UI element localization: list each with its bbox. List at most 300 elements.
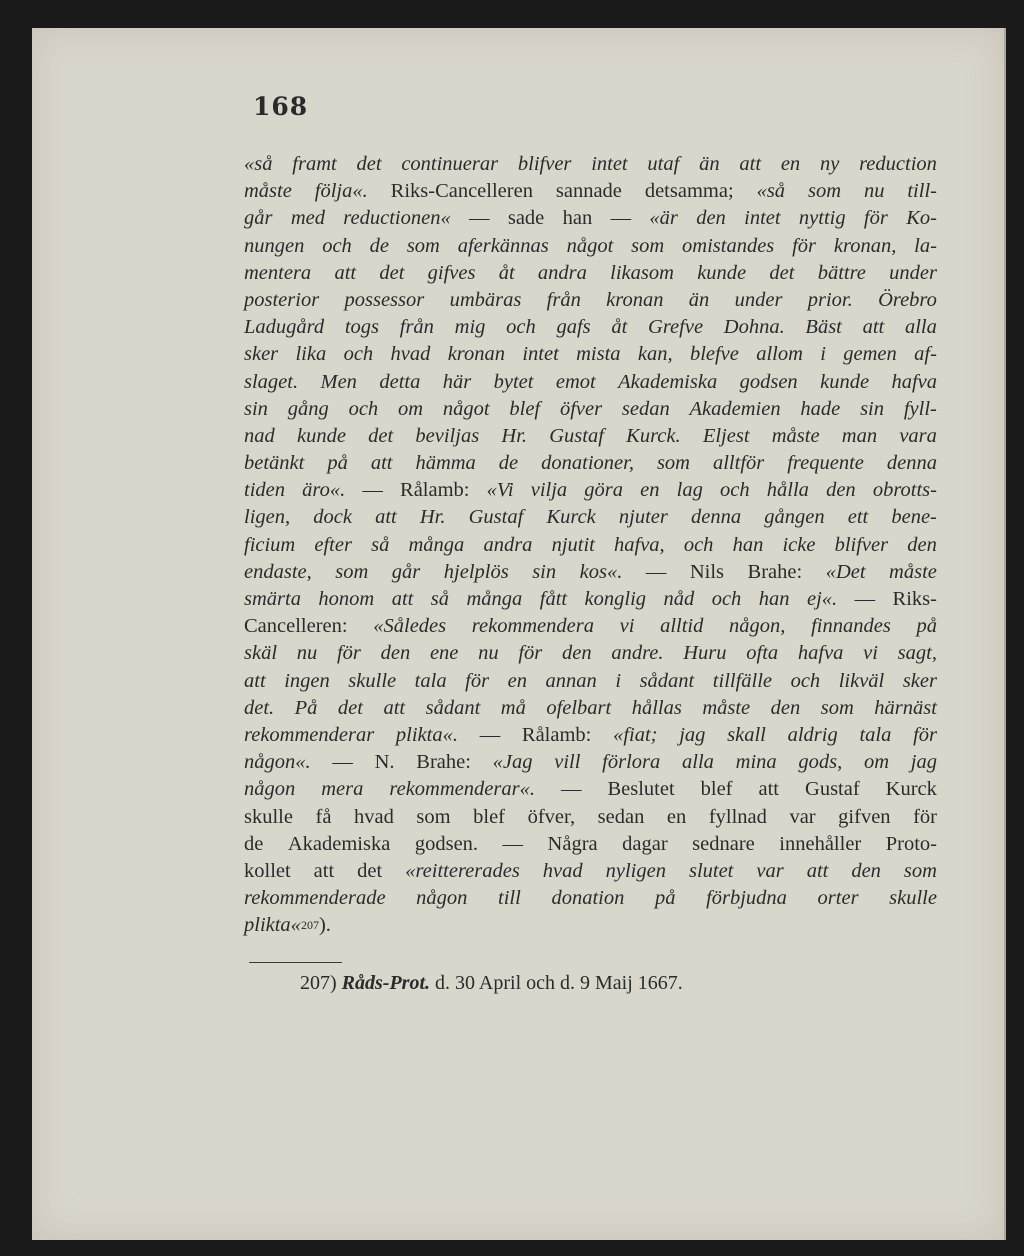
word: någon [416, 887, 468, 910]
word: frequente [787, 452, 864, 475]
word: för [913, 723, 937, 746]
word: hållas [631, 696, 682, 719]
word: sådant [639, 669, 695, 692]
word: i [820, 343, 826, 366]
text-line [244, 912, 937, 939]
word: Hr. [501, 424, 528, 447]
word: göra [584, 479, 624, 502]
word: rekommendera [471, 615, 594, 638]
word: kan, [637, 343, 673, 366]
text-line [244, 260, 937, 287]
text-line [244, 776, 937, 803]
word: hade [800, 397, 841, 420]
text-line [244, 396, 937, 423]
word: gifven [838, 805, 891, 828]
word: Akademiska [618, 370, 718, 393]
word: — [479, 723, 501, 746]
word: hjelplös [443, 560, 509, 583]
word: att [806, 859, 829, 882]
word: nu [863, 180, 885, 203]
word: att [244, 669, 266, 692]
word: på [654, 887, 676, 910]
word: skulle [244, 805, 293, 828]
word: ny [819, 153, 840, 175]
text-line [244, 695, 937, 722]
word: vi [863, 642, 878, 665]
word: kos«. [579, 560, 623, 583]
body-text [244, 151, 937, 939]
word: posterior [244, 288, 320, 311]
word: under [889, 261, 937, 284]
word: någon [244, 778, 296, 801]
word: går [391, 560, 421, 583]
word: emot [555, 370, 596, 393]
word: Kurck. [626, 424, 681, 447]
word: för [863, 207, 888, 230]
word: lag [676, 479, 703, 502]
word: nad [244, 424, 275, 447]
word: likväl [838, 669, 885, 692]
word: mig [454, 316, 486, 339]
text-line [244, 287, 937, 314]
word: att [334, 261, 357, 284]
word: och [322, 234, 352, 257]
word: rekommenderar«. [389, 778, 535, 801]
word: än [688, 288, 710, 311]
word: förlora [602, 751, 661, 774]
word: skulle [348, 669, 397, 692]
text-line [244, 668, 937, 695]
word: njuter [618, 506, 668, 529]
word: hvad [390, 343, 431, 366]
word: det [769, 261, 795, 284]
word: kunde [697, 261, 747, 284]
footnote [300, 972, 683, 995]
word: för [913, 805, 937, 828]
word: hafva [797, 642, 844, 665]
word: sagt, [897, 642, 937, 665]
word: — [854, 588, 876, 610]
word: kunde [296, 424, 346, 447]
word: fyllnad [708, 805, 767, 828]
word: bytet [493, 370, 534, 393]
word: härnäst [874, 696, 937, 719]
word: som [807, 180, 842, 203]
word: endaste, [244, 560, 312, 583]
word: och [343, 343, 374, 366]
word: tala [859, 723, 892, 746]
word: måste [702, 696, 751, 719]
word: betänkt [244, 452, 305, 475]
word: fått [539, 588, 568, 610]
word: kronan [606, 288, 664, 311]
word: måste [244, 180, 292, 203]
word: skäl [244, 642, 278, 665]
word: det [368, 424, 394, 447]
word: för [336, 642, 361, 665]
word: innehåller [779, 832, 862, 855]
word: de [369, 234, 389, 257]
word: Proto- [885, 832, 937, 855]
word: att [739, 153, 762, 175]
word: slaget. [244, 370, 299, 393]
word: för [792, 234, 817, 257]
word: på [327, 452, 348, 475]
word: «så [756, 180, 786, 203]
word: orter [817, 887, 859, 910]
word: plikta«. [395, 723, 458, 746]
word: donationer, [541, 452, 634, 475]
word: den [562, 642, 592, 665]
word: som [903, 859, 937, 882]
text-line [244, 341, 937, 368]
word: Ladugård [244, 316, 325, 339]
footnote-divider [249, 962, 342, 963]
word: ene [429, 642, 459, 665]
word: — [469, 207, 490, 230]
word: alltför [712, 452, 765, 475]
word: till- [907, 180, 937, 203]
word: den [851, 859, 881, 882]
word: och [683, 533, 714, 556]
word: gifves [427, 261, 476, 284]
word: många [408, 533, 465, 556]
word: förbjudna [706, 887, 787, 910]
word: man [841, 424, 878, 447]
text-line [244, 178, 937, 205]
word: Nils [689, 560, 725, 583]
word: bene- [891, 506, 937, 529]
text-line [244, 559, 937, 586]
word: en [640, 479, 660, 502]
word: om [863, 751, 890, 774]
word: den [770, 696, 801, 719]
word: något [566, 234, 614, 257]
word: hafva, [614, 533, 665, 556]
word: ligen, [244, 506, 291, 529]
word: sedan [597, 805, 645, 828]
word: det [356, 153, 382, 175]
word: godsen. [414, 832, 479, 855]
word: mina [735, 751, 777, 774]
word: «Således [373, 615, 447, 638]
word: han [758, 588, 790, 610]
word: reduction [859, 153, 937, 175]
word: Gustaf [805, 778, 860, 801]
text-line [244, 369, 937, 396]
word: vilja [530, 479, 568, 502]
word: sker [244, 343, 279, 366]
word: sker [902, 669, 937, 692]
word: Akademiska [287, 832, 391, 855]
text-line [244, 450, 937, 477]
word: som [406, 234, 440, 257]
word: kunde [820, 370, 870, 393]
word: var [789, 805, 816, 828]
word: att [758, 778, 780, 801]
word: Rålamb: [521, 723, 592, 746]
word: den [380, 642, 411, 665]
word: godsen [739, 370, 798, 393]
text-line [244, 858, 937, 885]
word: utaf [647, 153, 680, 175]
word: måste [889, 560, 937, 583]
word: ingen [284, 669, 330, 692]
word: umbäras [449, 288, 522, 311]
word: att [862, 316, 885, 339]
word: continuerar [401, 153, 499, 175]
word: allom [756, 343, 803, 366]
word: blef [473, 805, 506, 828]
word: bättre [817, 261, 866, 284]
word: det [357, 859, 383, 882]
word: «reittererades [405, 859, 520, 882]
word: lika [295, 343, 327, 366]
word: med [290, 207, 325, 230]
word: likasom [610, 261, 674, 284]
word: Riks- [892, 588, 937, 610]
word: i [615, 669, 622, 692]
word: till [498, 887, 521, 910]
word: reductionen« [343, 207, 451, 230]
word: Brahe: [747, 560, 803, 583]
word: skulle [889, 887, 937, 910]
word: denna [691, 506, 742, 529]
word: det. [244, 696, 275, 719]
word: togs [344, 316, 380, 339]
word: det [379, 261, 405, 284]
word: intet [522, 343, 559, 366]
word: intet [744, 207, 781, 230]
word: här [442, 370, 472, 393]
word: konglig [584, 588, 647, 610]
word: alla [904, 316, 937, 339]
word: rekommenderar [244, 723, 375, 746]
word: possessor [344, 288, 425, 311]
word: hämma [415, 452, 476, 475]
word: sedan [621, 397, 670, 420]
word: var [756, 859, 784, 882]
word: gafs [556, 316, 591, 339]
word: på [916, 615, 937, 638]
text-line [244, 314, 937, 341]
word: Hr. [419, 506, 446, 529]
word: Gustaf [549, 424, 604, 447]
word: gods, [798, 751, 843, 774]
text-line [244, 722, 937, 749]
footnote-reference-close: ). [318, 914, 331, 937]
word: detta [379, 370, 421, 393]
text-line [244, 423, 937, 450]
word: vara [899, 424, 937, 447]
word: «Vi [486, 479, 514, 502]
word: obrotts- [872, 479, 937, 502]
word: «Jag [492, 751, 533, 774]
footnote-source: Råds-Prot. [341, 972, 431, 994]
text-line [244, 831, 937, 858]
word: och [711, 588, 742, 610]
word: någon«. [244, 751, 311, 774]
word: hvad [542, 859, 583, 882]
word: njutit [551, 533, 595, 556]
word: efter [314, 533, 352, 556]
word: honom [318, 588, 375, 610]
word: Några [547, 832, 598, 855]
word: Grefve [648, 316, 704, 339]
word: mentera [244, 261, 312, 284]
word: och [348, 397, 379, 420]
word: nu [296, 642, 318, 665]
word: den [907, 533, 937, 556]
word: blefve [689, 343, 739, 366]
text-line [244, 233, 937, 260]
word: ofelbart [546, 696, 612, 719]
word: blef [509, 397, 541, 420]
word: aferkännas [457, 234, 549, 257]
text-line [244, 885, 937, 912]
word: plikta« [244, 914, 301, 937]
word: för [465, 669, 490, 692]
footnote-reference[interactable]: 207 [300, 918, 319, 933]
word: skall [727, 723, 766, 746]
word: tillfälle [712, 669, 773, 692]
text-line [244, 151, 937, 178]
word: att [370, 452, 393, 475]
word: Akademien [689, 397, 781, 420]
word: beviljas [415, 424, 480, 447]
word: «är [649, 207, 678, 230]
word: öfver [559, 397, 603, 420]
word: sin [244, 397, 268, 420]
word: «så [244, 153, 273, 175]
word: ficium [244, 533, 296, 556]
word: Huru [683, 642, 727, 665]
word: jag [679, 723, 706, 746]
word: som [416, 805, 451, 828]
word: de [498, 452, 519, 475]
text-line [244, 477, 937, 504]
text-line [244, 749, 937, 776]
word: någon, [729, 615, 786, 638]
text-line [244, 532, 937, 559]
word: af- [914, 343, 937, 366]
word: denna [886, 452, 937, 475]
word: Eljest [702, 424, 750, 447]
word: tala [414, 669, 447, 692]
word: Dohna. [723, 316, 785, 339]
word: Kurck [885, 778, 937, 801]
word: något [442, 397, 490, 420]
text-line [244, 804, 937, 831]
word: gång [287, 397, 329, 420]
word: mista [576, 343, 621, 366]
word: Bäst [805, 316, 842, 339]
word: — [332, 751, 353, 774]
word: en [780, 153, 801, 175]
text-line [244, 586, 937, 613]
word: «fiat; [613, 723, 658, 746]
word: än [699, 153, 720, 175]
word: smärta [244, 588, 301, 610]
word: och [720, 479, 750, 502]
word: som [820, 696, 854, 719]
text-line [244, 205, 937, 232]
word: dagar [622, 832, 668, 855]
word: må [500, 696, 526, 719]
word: alla [682, 751, 714, 774]
word: Ko- [906, 207, 937, 230]
footnote-text: d. 30 April och d. 9 Maij 1667. [435, 972, 683, 994]
word: andra [537, 261, 587, 284]
word: att [391, 588, 414, 610]
word: prior. [807, 288, 853, 311]
word: går [244, 207, 273, 230]
word: Rålamb: [400, 479, 470, 502]
word: omistandes [682, 234, 775, 257]
word: han [562, 207, 593, 230]
word: så [430, 588, 450, 610]
word: blifver [834, 533, 889, 556]
word: annan [545, 669, 597, 692]
word: som [656, 452, 690, 475]
word: nåd [663, 588, 695, 610]
word: måste [771, 424, 820, 447]
word: äro«. [302, 479, 346, 502]
word: under [734, 288, 783, 311]
word: ofta [746, 642, 779, 665]
word: gången [764, 506, 825, 529]
word: de [244, 832, 264, 855]
word: Brahe: [416, 751, 471, 774]
word: den [696, 207, 726, 230]
word: ej«. [806, 588, 838, 610]
word: intet [591, 153, 628, 175]
word: la- [914, 234, 937, 257]
word: finnandes [811, 615, 891, 638]
word: det [337, 696, 363, 719]
word: nu [478, 642, 499, 665]
word: att [375, 506, 397, 529]
footnote-number: 207) [300, 972, 337, 994]
word: Örebro [878, 288, 937, 311]
word: ett [847, 506, 869, 529]
word: gemen [843, 343, 897, 366]
word: att [383, 696, 406, 719]
word: Men [320, 370, 357, 393]
word: hvad [354, 805, 394, 828]
word: sade [507, 207, 545, 230]
word: dock [313, 506, 352, 529]
word: På [294, 696, 318, 719]
word: icke [782, 533, 816, 556]
word: en [507, 669, 527, 692]
word: öfver, [527, 805, 576, 828]
word: — [645, 560, 667, 583]
word: från [546, 288, 581, 311]
word: «Det [825, 560, 866, 583]
word: för [518, 642, 543, 665]
word: hålla [766, 479, 809, 502]
word: en [666, 805, 687, 828]
word: Gustaf [468, 506, 524, 529]
word: åt [611, 316, 628, 339]
page-number: 168 [253, 92, 309, 121]
word: mera [321, 778, 364, 801]
word: Kurck [546, 506, 596, 529]
word: kollet [244, 859, 291, 882]
word: som [335, 560, 369, 583]
word: blifver [517, 153, 572, 175]
